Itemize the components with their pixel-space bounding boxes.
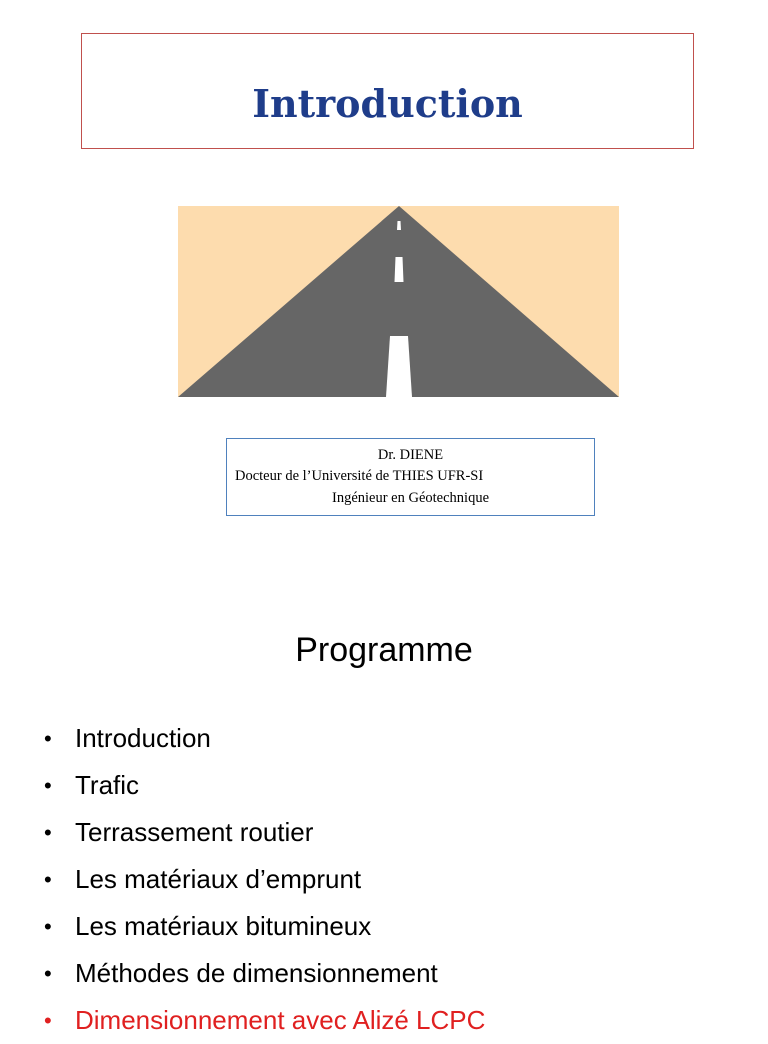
list-item xyxy=(44,809,485,856)
list-item xyxy=(44,903,485,950)
slide-programme xyxy=(0,600,768,1035)
author-affiliation: Docteur de l’Université de THIES UFR-SI xyxy=(235,468,484,484)
author-box xyxy=(226,438,595,516)
road-marking xyxy=(395,257,404,282)
bullet-icon: • xyxy=(44,1008,52,1033)
bullet-icon: • xyxy=(44,820,52,845)
list-item-label: Terrassement routier xyxy=(75,817,314,847)
list-item-label: Trafic xyxy=(75,770,140,800)
road-illustration xyxy=(178,206,619,397)
author-name: Dr. DIENE xyxy=(377,447,444,463)
title-box xyxy=(81,33,694,149)
list-item xyxy=(44,762,485,809)
bullet-icon: • xyxy=(44,726,52,751)
list-item-label: Dimensionnement avec Alizé LCPC xyxy=(75,1005,486,1035)
slide-title: Introduction xyxy=(252,81,523,126)
programme-title: Programme xyxy=(295,631,473,669)
list-item-label: Méthodes de dimensionnement xyxy=(75,958,438,988)
road-marking xyxy=(386,336,412,397)
list-item-label: Introduction xyxy=(75,723,211,753)
list-item-label: Les matériaux d’emprunt xyxy=(75,864,362,894)
list-item xyxy=(44,856,485,903)
bullet-icon: • xyxy=(44,914,52,939)
road-marking xyxy=(397,221,401,230)
list-item-label: Les matériaux bitumineux xyxy=(75,911,372,941)
list-item-active xyxy=(44,997,485,1044)
author-role: Ingénieur en Géotechnique xyxy=(331,490,489,506)
list-item xyxy=(44,715,485,762)
bullet-icon: • xyxy=(44,961,52,986)
bullet-icon: • xyxy=(44,867,52,892)
bullet-icon: • xyxy=(44,773,52,798)
programme-list xyxy=(44,715,485,1044)
list-item xyxy=(44,950,485,997)
